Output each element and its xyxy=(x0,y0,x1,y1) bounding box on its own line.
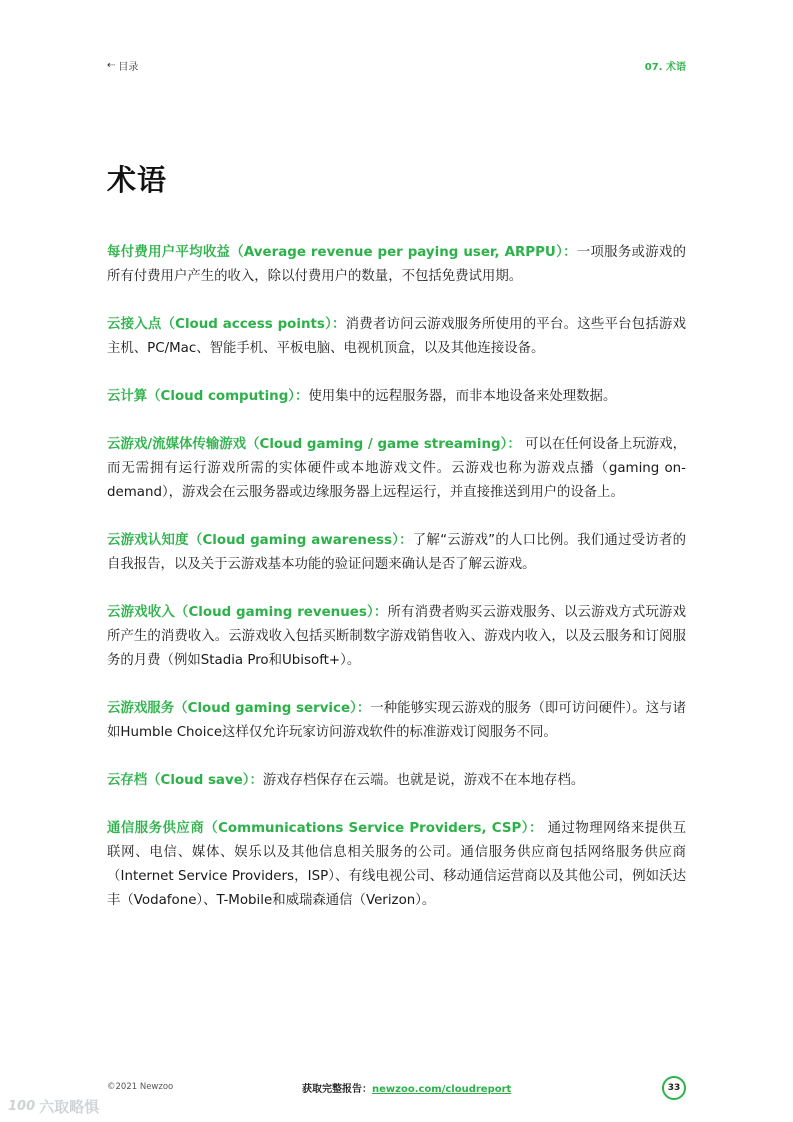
back-arrow-icon: ⇠ xyxy=(107,60,116,71)
glossary-entry-cloud-computing xyxy=(107,385,686,409)
glossary-term: 云接入点（Cloud access points）： xyxy=(107,317,346,332)
page-number: 33 xyxy=(662,1076,686,1100)
watermark xyxy=(8,1096,99,1117)
glossary-definition: 了解“云游戏”的人口比例。我们通过受访者的自我报告，以及关于云游戏基本功能的验证问题来确认是否了解云游戏。 xyxy=(107,533,687,572)
section-label: 07. 术语 xyxy=(644,62,686,73)
glossary-entry-cloud-save xyxy=(107,769,686,793)
glossary-entry-cloud-gaming xyxy=(107,433,686,505)
glossary-definition: 一种能够实现云游戏的服务（即可访问硬件）。这与诸如Humble Choice这样仅允许玩家访问游戏软件的标准游戏订阅服务不同。 xyxy=(107,701,686,740)
glossary-definition: 使用集中的远程服务器，而非本地设备来处理数据。 xyxy=(308,389,617,404)
glossary-definition: 消费者访问云游戏服务所使用的平台。这些平台包括游戏主机、PC/Mac、智能手机、平板电脑、电视机顶盒，以及其他连接设备。 xyxy=(107,317,686,356)
glossary-entry-cloud-gaming-service xyxy=(107,697,686,745)
glossary-definition: 游戏存档保存在云端。也就是说，游戏不在本地存档。 xyxy=(262,773,585,788)
glossary-definition: 可以在任何设备上玩游戏，而无需拥有运行游戏所需的实体硬件或本地游戏文件。云游戏也称为游戏点播（gaming on-demand），游戏会在云服务器或边缘服务器上远程运行，并直接推送到用户的设备上。 xyxy=(107,437,686,500)
glossary-term: 通信服务供应商（Communications Service Providers, CSP）： xyxy=(107,821,543,836)
glossary-term: 云计算（Cloud computing）： xyxy=(107,389,309,404)
glossary-entry-cloud-gaming-awareness xyxy=(107,529,686,577)
glossary-entry-arppu xyxy=(107,241,686,289)
toc-link-label: 目录 xyxy=(118,62,139,73)
watermark-text: 六取略惧 xyxy=(39,1098,100,1116)
glossary-definition: 一项服务或游戏的所有付费用户产生的收入，除以付费用户的数量，不包括免费试用期。 xyxy=(107,245,686,284)
glossary-term: 云游戏收入（Cloud gaming revenues）： xyxy=(107,605,388,620)
glossary-term: 每付费用户平均收益（Average revenue per paying user, ARPPU）： xyxy=(107,245,577,260)
glossary-term: 云存档（Cloud save）： xyxy=(107,773,263,788)
report-cta xyxy=(302,1080,511,1095)
report-link[interactable]: newzoo.com/cloudreport xyxy=(372,1084,512,1095)
glossary-entry-cloud-gaming-revenues xyxy=(107,601,686,673)
glossary-term: 云游戏服务（Cloud gaming service）： xyxy=(107,701,371,716)
report-label: 获取完整报告： xyxy=(302,1084,372,1095)
glossary-entry-csp xyxy=(107,817,686,913)
glossary-entry-cloud-access-points xyxy=(107,313,686,361)
copyright: ©2021 Newzoo xyxy=(107,1082,174,1092)
toc-link[interactable] xyxy=(107,58,138,73)
glossary-list xyxy=(107,241,686,937)
watermark-logo: 100 xyxy=(8,1099,36,1114)
glossary-term: 云游戏认知度（Cloud gaming awareness）： xyxy=(107,533,413,548)
glossary-term: 云游戏/流媒体传输游戏（Cloud gaming / game streaming）： xyxy=(107,437,521,452)
glossary-definition: 通过物理网络来提供互联网、电信、媒体、娱乐以及其他信息相关服务的公司。通信服务供应商包括网络服务供应商（Internet Service Providers，ISP）、有线电视公司、移动通信运营商以及其他公司，例如沃达丰（Vodafone）、T-Mobile和威瑞森通信（Verizon）。 xyxy=(107,821,686,908)
glossary-definition: 所有消费者购买云游戏服务、以云游戏方式玩游戏所产生的消费收入。云游戏收入包括买断制数字游戏销售收入、游戏内收入，以及云服务和订阅服务的月费（例如Stadia Pro和Ubisoft+）。 xyxy=(107,605,686,668)
page-title: 术语 xyxy=(107,163,168,197)
